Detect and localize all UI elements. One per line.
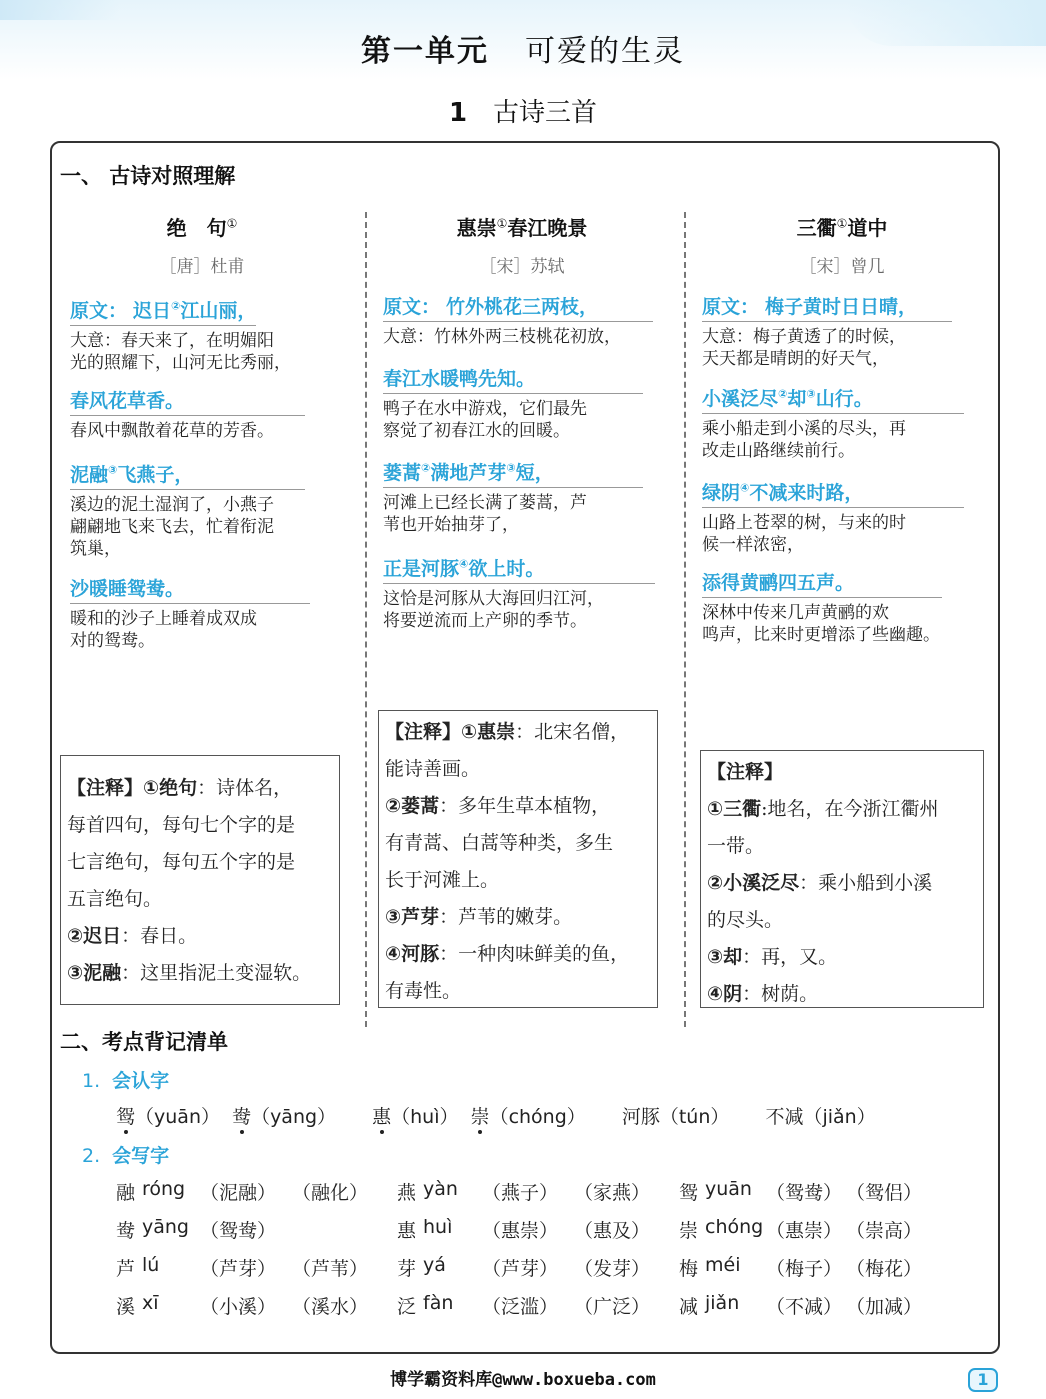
note-term: ①三衢 bbox=[707, 798, 762, 820]
note-text: ：诗体名， bbox=[197, 777, 293, 799]
poem-lines-1 bbox=[70, 296, 360, 676]
poem-line bbox=[383, 554, 655, 584]
note-marker: ① bbox=[226, 216, 238, 231]
recognize-heading bbox=[82, 1066, 169, 1093]
write-pinyin: xī bbox=[142, 1292, 159, 1314]
write-pinyin: chóng bbox=[705, 1216, 764, 1238]
heading-label: 会写字 bbox=[112, 1145, 170, 1167]
note-text: 一带。 bbox=[707, 835, 765, 857]
meaning-text: 候一样浓密， bbox=[702, 535, 804, 555]
meaning-text: 大意：春天来了，在明媚阳 bbox=[70, 331, 274, 351]
line-meaning bbox=[702, 602, 940, 646]
write-pinyin: fàn bbox=[423, 1292, 454, 1314]
write-table bbox=[116, 1178, 966, 1330]
write-pinyin: yāng bbox=[142, 1216, 189, 1238]
line-text: 春风花草香。 bbox=[70, 390, 185, 412]
note-text: ：春日。 bbox=[121, 925, 198, 947]
char: 惠 bbox=[372, 1106, 392, 1128]
write-word: （鸳侣） bbox=[846, 1182, 923, 1204]
line-text: 小溪泛尽 bbox=[702, 388, 779, 410]
line-meaning bbox=[70, 420, 274, 442]
meaning-text: 天天都是晴朗的好天气， bbox=[702, 349, 889, 369]
write-char: 鸳 bbox=[679, 1182, 699, 1204]
write-char: 芦 bbox=[116, 1258, 136, 1280]
poem-lines-3 bbox=[702, 292, 998, 652]
poem-line bbox=[702, 568, 942, 598]
line-text: 满地芦芽 bbox=[430, 462, 507, 484]
write-word: （加减） bbox=[846, 1296, 923, 1318]
note-text: 五言绝句。 bbox=[67, 888, 163, 910]
write-row bbox=[116, 1178, 966, 1216]
note-text: 能诗善画。 bbox=[385, 758, 481, 780]
poem-title-text: 春江晚景 bbox=[507, 216, 588, 240]
poem-title bbox=[692, 212, 992, 242]
note-term: ③却 bbox=[707, 946, 743, 968]
line-meaning bbox=[70, 330, 291, 374]
line-meaning bbox=[702, 512, 906, 556]
note-line bbox=[707, 828, 977, 865]
poem-title bbox=[52, 212, 352, 242]
note-marker: ④ bbox=[740, 481, 750, 495]
poem-title bbox=[372, 212, 672, 242]
note-text: :地名，在今浙江衢州 bbox=[761, 798, 939, 820]
write-pinyin: lú bbox=[142, 1254, 160, 1276]
char: 鸯 bbox=[232, 1106, 252, 1128]
meaning-text: 大意：梅子黄透了的时候， bbox=[702, 327, 906, 347]
write-char: 惠 bbox=[397, 1220, 417, 1242]
char: 崇 bbox=[470, 1106, 490, 1128]
header-decoration-left bbox=[0, 0, 120, 20]
note-text: ：树荫。 bbox=[742, 983, 819, 1005]
column-divider bbox=[365, 212, 367, 1027]
write-char: 溪 bbox=[116, 1296, 136, 1318]
poem-line bbox=[70, 460, 305, 490]
write-pinyin: róng bbox=[142, 1178, 186, 1200]
meaning-text: 这恰是河豚从大海回归江河， bbox=[383, 589, 604, 609]
write-char: 融 bbox=[116, 1182, 136, 1204]
note-marker: ② bbox=[421, 461, 431, 475]
note-marker: ③ bbox=[806, 387, 816, 401]
note-text: ：再，又。 bbox=[742, 946, 838, 968]
write-row bbox=[116, 1254, 966, 1292]
note-line bbox=[707, 976, 977, 1013]
note-term: ③芦芽 bbox=[385, 906, 440, 928]
line-label: 原文： bbox=[702, 296, 760, 318]
note-line bbox=[707, 939, 977, 976]
heading-number: 2. bbox=[82, 1145, 101, 1167]
note-text: ：一种肉味鲜美的鱼， bbox=[439, 943, 630, 965]
notes-box-1 bbox=[60, 755, 340, 1005]
note-line bbox=[385, 862, 651, 899]
meaning-text: 筑巢， bbox=[70, 539, 121, 559]
write-word: （鸳鸯） bbox=[766, 1182, 843, 1204]
note-line bbox=[385, 751, 651, 788]
line-text: 蒌蒿 bbox=[383, 462, 422, 484]
poem-author: ［唐］杜甫 bbox=[159, 257, 245, 277]
write-char: 减 bbox=[679, 1296, 699, 1318]
poem-column-2 bbox=[372, 212, 672, 278]
poem-line bbox=[702, 292, 952, 322]
note-line bbox=[67, 918, 333, 955]
write-word: （鸳鸯） bbox=[200, 1220, 277, 1242]
write-pinyin: yá bbox=[423, 1254, 446, 1276]
write-heading bbox=[82, 1141, 169, 1168]
poem-lines-2 bbox=[383, 292, 678, 652]
note-text: 长于河滩上。 bbox=[385, 869, 500, 891]
write-row bbox=[116, 1292, 966, 1330]
write-row bbox=[116, 1216, 966, 1254]
note-text: ：多年生草本植物， bbox=[439, 795, 611, 817]
write-pinyin: huì bbox=[423, 1216, 453, 1238]
pinyin: （yāng） bbox=[251, 1106, 337, 1128]
line-text: 不减来时路， bbox=[749, 482, 864, 504]
note-text: ：北宋名僧， bbox=[515, 721, 630, 743]
note-line bbox=[707, 902, 977, 939]
poem-line bbox=[383, 292, 653, 322]
meaning-text: 大意：竹林外两三枝桃花初放， bbox=[383, 327, 621, 347]
note-term: ④阴 bbox=[707, 983, 743, 1005]
meaning-text: 鸭子在水中游戏，它们最先 bbox=[383, 399, 587, 419]
meaning-text: 改走山路继续前行。 bbox=[702, 441, 855, 461]
char: 不减 bbox=[765, 1106, 804, 1128]
pinyin: （chóng） bbox=[489, 1106, 586, 1128]
line-meaning bbox=[383, 588, 604, 632]
poem-author: ［宋］曾几 bbox=[799, 257, 885, 277]
char: 河豚 bbox=[621, 1106, 660, 1128]
note-marker: ③ bbox=[506, 461, 516, 475]
line-meaning bbox=[70, 494, 274, 560]
recognize-item bbox=[622, 1102, 730, 1129]
poem-line bbox=[70, 386, 305, 416]
line-text: 泥融 bbox=[70, 464, 109, 486]
note-term: ②小溪泛尽 bbox=[707, 872, 800, 894]
pinyin: （jiǎn） bbox=[803, 1106, 876, 1128]
note-marker: ① bbox=[836, 216, 848, 231]
line-meaning bbox=[383, 326, 621, 348]
write-pinyin: jiǎn bbox=[705, 1292, 740, 1314]
line-meaning bbox=[383, 492, 587, 536]
line-label: 原文： bbox=[70, 300, 128, 322]
section-2-title: 二、考点背记清单 bbox=[60, 1030, 228, 1054]
meaning-text: 河滩上已经长满了蒌蒿，芦 bbox=[383, 493, 587, 513]
write-char: 崇 bbox=[679, 1220, 699, 1242]
poem-title-text: 绝 句 bbox=[166, 216, 227, 240]
char: 鸳 bbox=[116, 1106, 136, 1128]
line-text: 竹外桃花三两枝， bbox=[446, 296, 599, 318]
recognize-item bbox=[372, 1102, 458, 1129]
note-term: 【注释】 bbox=[707, 761, 784, 783]
recognize-item bbox=[765, 1102, 875, 1129]
note-marker: ④ bbox=[459, 557, 469, 571]
unit-label: 第一单元 bbox=[361, 34, 489, 69]
line-label: 原文： bbox=[383, 296, 441, 318]
note-term: ②蒌蒿 bbox=[385, 795, 440, 817]
poem-line bbox=[70, 574, 310, 604]
poem-line bbox=[702, 478, 964, 508]
notes-box-2 bbox=[378, 710, 658, 1008]
notes-box-3 bbox=[700, 750, 984, 1008]
line-meaning bbox=[702, 326, 906, 370]
meaning-text: 溪边的泥土湿润了，小燕子 bbox=[70, 495, 274, 515]
note-text: ：芦苇的嫩芽。 bbox=[439, 906, 573, 928]
write-word: （融化） bbox=[292, 1182, 369, 1204]
line-text: 绿阴 bbox=[702, 482, 741, 504]
meaning-text: 光的照耀下，山河无比秀丽， bbox=[70, 353, 291, 373]
note-line bbox=[385, 936, 651, 973]
line-text: 迟日 bbox=[133, 300, 172, 322]
write-word: （惠崇） bbox=[482, 1220, 559, 1242]
meaning-text: 鸣声，比来时更增添了些幽趣。 bbox=[702, 625, 940, 645]
write-word: （泥融） bbox=[200, 1182, 277, 1204]
note-text: ：这里指泥土变湿软。 bbox=[121, 962, 312, 984]
poem-line bbox=[383, 458, 643, 488]
note-term: 【注释】①绝句 bbox=[67, 777, 198, 799]
note-text: 七言绝句，每句五个字的是 bbox=[67, 851, 296, 873]
write-char: 鸯 bbox=[116, 1220, 136, 1242]
meaning-text: 将要逆流而上产卵的季节。 bbox=[383, 611, 587, 631]
note-text: 有毒性。 bbox=[385, 980, 462, 1002]
note-line bbox=[67, 807, 333, 844]
note-line bbox=[67, 955, 333, 992]
write-char: 燕 bbox=[397, 1182, 417, 1204]
line-text: 欲上时。 bbox=[468, 558, 545, 580]
write-word: （芦芽） bbox=[200, 1258, 277, 1280]
write-pinyin: méi bbox=[705, 1254, 741, 1276]
recognize-item bbox=[471, 1102, 586, 1129]
recognize-item bbox=[232, 1102, 336, 1129]
write-word: （芦芽） bbox=[482, 1258, 559, 1280]
recognize-item bbox=[116, 1102, 220, 1129]
note-term: ②迟日 bbox=[67, 925, 122, 947]
note-marker: ② bbox=[778, 387, 788, 401]
line-text: 添得黄鹂四五声。 bbox=[702, 572, 855, 594]
line-meaning bbox=[70, 608, 257, 652]
line-text: 却 bbox=[787, 388, 807, 410]
note-line bbox=[707, 754, 977, 791]
note-term: ④河豚 bbox=[385, 943, 440, 965]
write-word: （惠及） bbox=[574, 1220, 651, 1242]
poem-line bbox=[70, 296, 256, 326]
poem-title-text: 惠崇 bbox=[456, 216, 497, 240]
poem-column-1 bbox=[52, 212, 352, 278]
poem-column-3 bbox=[692, 212, 992, 278]
line-text: 飞燕子， bbox=[117, 464, 194, 486]
lesson-name: 古诗三首 bbox=[493, 98, 598, 128]
note-line bbox=[385, 973, 651, 1010]
meaning-text: 春风中飘散着花草的芳香。 bbox=[70, 421, 274, 441]
column-divider bbox=[684, 212, 686, 1027]
note-line bbox=[385, 714, 651, 751]
write-pinyin: yàn bbox=[423, 1178, 458, 1200]
heading-number: 1. bbox=[82, 1070, 101, 1092]
meaning-text: 对的鸳鸯。 bbox=[70, 631, 155, 651]
meaning-text: 苇也开始抽芽了， bbox=[383, 515, 519, 535]
note-marker: ③ bbox=[108, 463, 118, 477]
meaning-text: 乘小船走到小溪的尽头，再 bbox=[702, 419, 906, 439]
write-word: （家燕） bbox=[574, 1182, 651, 1204]
note-term: 【注释】①惠崇 bbox=[385, 721, 516, 743]
pinyin: （yuān） bbox=[135, 1106, 220, 1128]
note-line bbox=[385, 825, 651, 862]
section-1-title: 一、 古诗对照理解 bbox=[60, 164, 236, 188]
unit-title bbox=[0, 26, 1046, 70]
note-line bbox=[385, 788, 651, 825]
write-word: （不减） bbox=[766, 1296, 843, 1318]
lesson-title bbox=[0, 92, 1046, 129]
meaning-text: 深林中传来几声黄鹂的欢 bbox=[702, 603, 889, 623]
note-marker: ② bbox=[171, 299, 181, 313]
write-char: 泛 bbox=[397, 1296, 417, 1318]
note-line bbox=[67, 770, 333, 807]
write-word: （泛滥） bbox=[482, 1296, 559, 1318]
note-text: ：乘小船到小溪 bbox=[799, 872, 933, 894]
note-line bbox=[707, 865, 977, 902]
write-word: （梅子） bbox=[766, 1258, 843, 1280]
line-meaning bbox=[702, 418, 906, 462]
poem-line bbox=[702, 384, 964, 414]
write-word: （溪水） bbox=[292, 1296, 369, 1318]
write-word: （燕子） bbox=[482, 1182, 559, 1204]
note-line bbox=[707, 791, 977, 828]
poem-author: ［宋］苏轼 bbox=[479, 257, 565, 277]
note-line bbox=[385, 899, 651, 936]
heading-label: 会认字 bbox=[112, 1070, 170, 1092]
line-text: 梅子黄时日日晴， bbox=[765, 296, 918, 318]
line-text: 正是河豚 bbox=[383, 558, 460, 580]
line-text: 山行。 bbox=[815, 388, 873, 410]
recognize-list bbox=[116, 1102, 906, 1129]
poem-title-text: 道中 bbox=[847, 216, 888, 240]
lesson-number: 1 bbox=[448, 98, 468, 128]
note-line bbox=[67, 881, 333, 918]
meaning-text: 翩翩地飞来飞去，忙着衔泥 bbox=[70, 517, 274, 537]
meaning-text: 暖和的沙子上睡着成双成 bbox=[70, 609, 257, 629]
write-word: （发芽） bbox=[574, 1258, 651, 1280]
line-text: 短， bbox=[515, 462, 554, 484]
write-word: （小溪） bbox=[200, 1296, 277, 1318]
pinyin: （tún） bbox=[659, 1106, 730, 1128]
meaning-text: 察觉了初春江水的回暖。 bbox=[383, 421, 570, 441]
line-text: 江山丽， bbox=[180, 300, 257, 322]
note-text: 有青蒿、白蒿等种类，多生 bbox=[385, 832, 614, 854]
footer-source: 博学霸资料库@www.boxueba.com bbox=[390, 1370, 656, 1390]
line-meaning bbox=[383, 398, 587, 442]
note-text: 每首四句，每句七个字的是 bbox=[67, 814, 296, 836]
poem-title-text: 三衢 bbox=[796, 216, 837, 240]
unit-theme: 可爱的生灵 bbox=[525, 34, 685, 69]
note-marker: ① bbox=[496, 216, 508, 231]
meaning-text: 山路上苍翠的树，与来的时 bbox=[702, 513, 906, 533]
write-char: 梅 bbox=[679, 1258, 699, 1280]
write-char: 芽 bbox=[397, 1258, 417, 1280]
line-text: 春江水暖鸭先知。 bbox=[383, 368, 536, 390]
write-pinyin: yuān bbox=[705, 1178, 752, 1200]
write-word: （芦苇） bbox=[292, 1258, 369, 1280]
poem-line bbox=[383, 364, 643, 394]
write-word: （崇高） bbox=[846, 1220, 923, 1242]
pinyin: （huì） bbox=[391, 1106, 459, 1128]
note-term: ③泥融 bbox=[67, 962, 122, 984]
note-line bbox=[67, 844, 333, 881]
write-word: （梅花） bbox=[846, 1258, 923, 1280]
note-text: 的尽头。 bbox=[707, 909, 784, 931]
page-number: 1 bbox=[968, 1368, 998, 1392]
write-word: （广泛） bbox=[574, 1296, 651, 1318]
write-word: （惠崇） bbox=[766, 1220, 843, 1242]
line-text: 沙暖睡鸳鸯。 bbox=[70, 578, 185, 600]
